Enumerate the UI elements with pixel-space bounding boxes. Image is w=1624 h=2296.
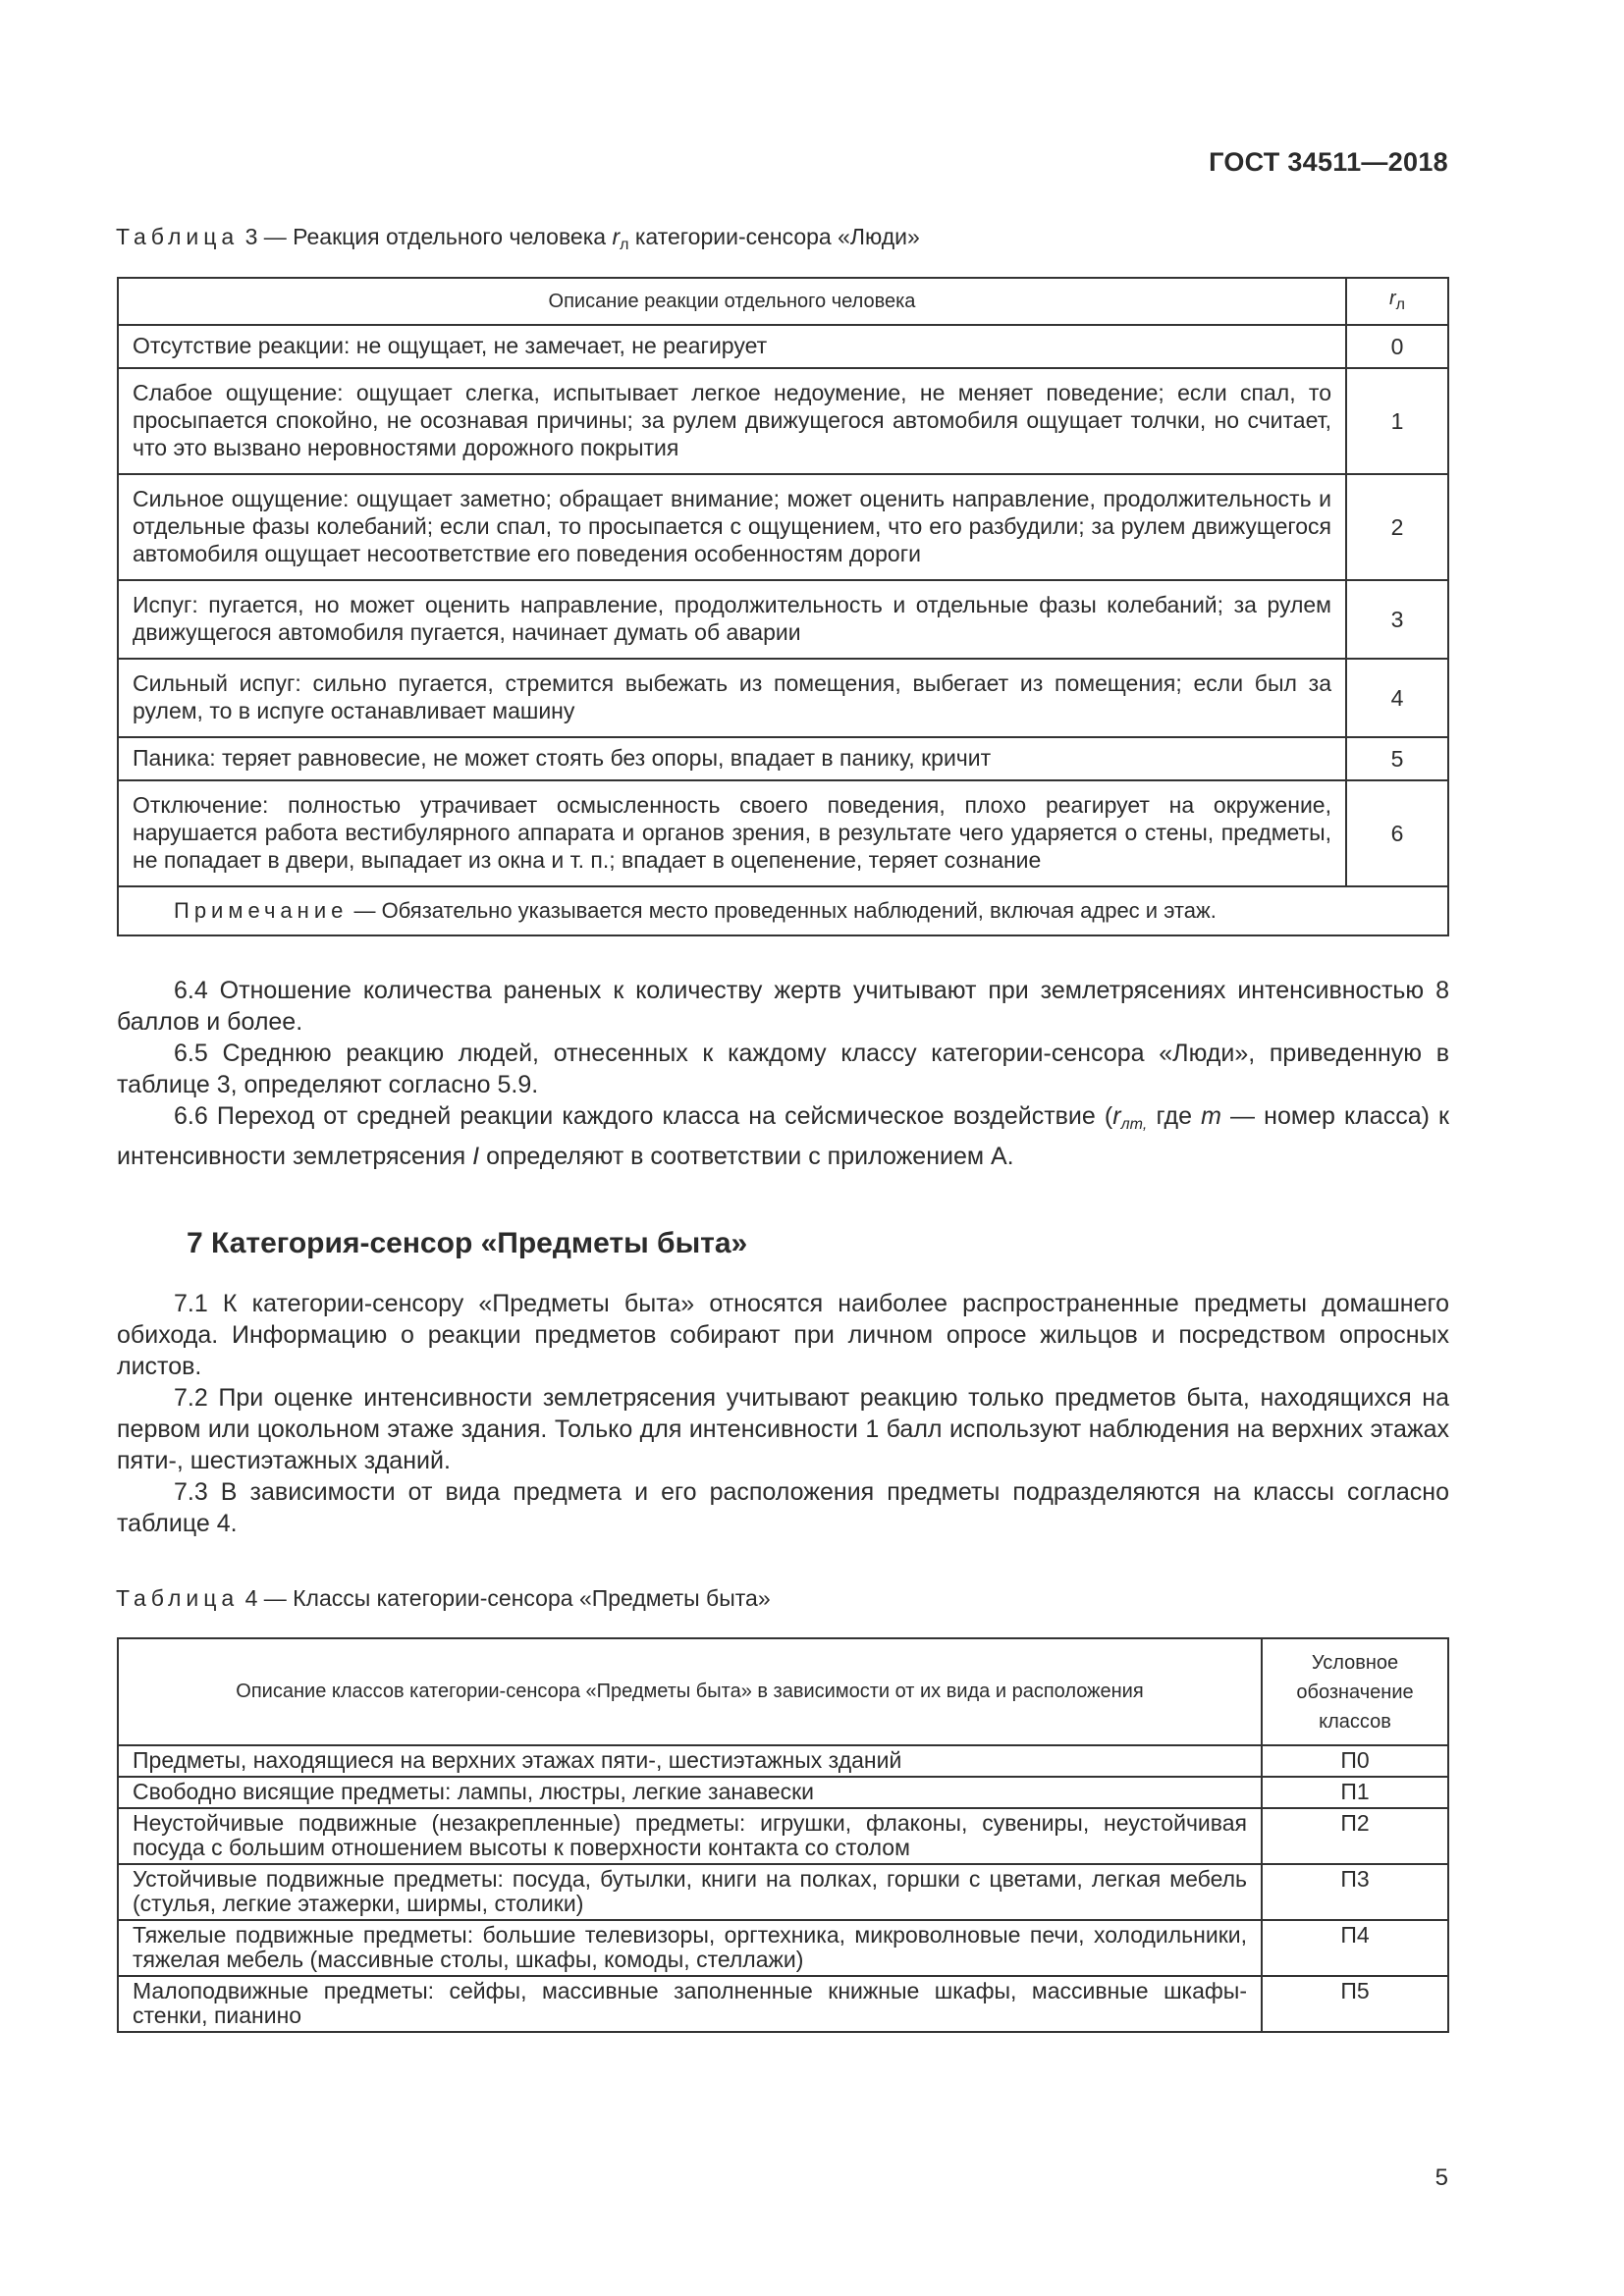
page-number: 5 xyxy=(1435,2164,1448,2191)
table4-row-desc: Свободно висящие предметы: лампы, люстры, легкие занавески xyxy=(118,1777,1262,1808)
table3-row-value: 0 xyxy=(1346,325,1448,368)
paragraph-7-2: 7.2 При оценке интенсивности землетрясения учитывают реакцию только предметов быта, находящихся на первом или цокольном этаже здания. Только для интенсивности 1 балл используют наблюдения на верхних этажах пяти-, шестиэтажных зданий. xyxy=(117,1384,1449,1474)
p66-part-b: где xyxy=(1147,1102,1202,1130)
table-row xyxy=(118,737,1448,780)
table3-row-value: 3 xyxy=(1346,580,1448,659)
table3-col-desc: Описание реакции отдельного человека xyxy=(118,278,1346,325)
table3-row-desc: Отключение: полностью утрачивает осмысленность своего поведения, плохо реагирует на окружение, нарушается работа вестибулярного аппарата и органов зрения, в результате чего ударяется о стены, предметы, не попадает в двери, выпадает из окна и т. п.; впадает в оцепенение, теряет сознание xyxy=(118,780,1346,886)
table3-row-desc: Паника: теряет равновесие, не может стоять без опоры, впадает в панику, кричит xyxy=(118,737,1346,780)
p66-sub: лm, xyxy=(1120,1116,1148,1133)
table3-row-desc: Сильное ощущение: ощущает заметно; обращает внимание; может оценить направление, продолжительность и отдельные фазы колебаний; если спал, то просыпается с ощущением, что его разбудили; за рулем движущегося автомобиля ощущает несоответствие его поведения особенностям дороги xyxy=(118,474,1346,580)
section7-title: 7 Категория-сенсор «Предметы быта» xyxy=(187,1227,748,1259)
paragraph-7-3: 7.3 В зависимости от вида предмета и его расположения предметы подразделяются на классы согласно таблице 4. xyxy=(117,1478,1449,1537)
table-row xyxy=(118,1920,1448,1976)
table4-row-code: П1 xyxy=(1262,1777,1448,1808)
section6-paragraphs xyxy=(117,975,1449,1172)
table-row xyxy=(118,1976,1448,2032)
paragraph-7-1: 7.1 К категории-сенсору «Предметы быта» относятся наиболее распространенные предметы домашнего обихода. Информацию о реакции предметов собирают при личном опросе жильцов и посредством опросных листов. xyxy=(117,1290,1449,1380)
table3-col-var-symbol: r xyxy=(1388,287,1396,309)
table4-row-desc: Предметы, находящиеся на верхних этажах пяти-, шестиэтажных зданий xyxy=(118,1745,1262,1777)
table-row xyxy=(118,474,1448,580)
table3-row-value: 4 xyxy=(1346,659,1448,737)
table3-note xyxy=(118,886,1448,935)
section7-paragraphs xyxy=(117,1288,1449,1539)
table-row xyxy=(118,1864,1448,1920)
table4-caption-prefix: Таблица xyxy=(116,1585,240,1611)
table3 xyxy=(117,277,1449,936)
table3-row-value: 6 xyxy=(1346,780,1448,886)
p66-part-c: — номер класса) к интенсивности землетрясения xyxy=(117,1102,1449,1170)
paragraph-6-5: 6.5 Среднюю реакцию людей, отнесенных к каждому классу категории-сенсора «Люди», приведенную в таблице 3, определяют согласно 5.9. xyxy=(117,1040,1449,1098)
p66-m: m xyxy=(1201,1102,1221,1130)
table-row xyxy=(118,325,1448,368)
p66-var: r xyxy=(1112,1102,1121,1130)
table3-row-value: 1 xyxy=(1346,368,1448,474)
table4-header-row xyxy=(118,1638,1448,1745)
table4-row-code: П4 xyxy=(1262,1920,1448,1976)
table4-caption-text: 4 — Классы категории-сенсора «Предметы быта» xyxy=(244,1585,771,1611)
table3-caption-text: 3 — Реакция отдельного человека xyxy=(244,224,613,249)
table-row xyxy=(118,1777,1448,1808)
table4-row-desc: Неустойчивые подвижные (незакрепленные) предметы: игрушки, флаконы, сувениры, неустойчивая посуда с большим отношением высоты к поверхности контакта со столом xyxy=(118,1808,1262,1864)
table-row xyxy=(118,780,1448,886)
table4-row-code: П2 xyxy=(1262,1808,1448,1864)
table3-row-value: 2 xyxy=(1346,474,1448,580)
table4-row-desc: Малоподвижные предметы: сейфы, массивные заполненные книжные шкафы, массивные шкафы-стенки, пианино xyxy=(118,1976,1262,2032)
table4 xyxy=(117,1637,1449,2033)
table3-caption-sub: л xyxy=(620,237,629,253)
table3-caption-prefix: Таблица xyxy=(116,224,240,249)
table4-col-desc: Описание классов категории-сенсора «Предметы быта» в зависимости от их вида и расположения xyxy=(118,1638,1262,1745)
table3-note-label: Примечание xyxy=(174,898,349,923)
table4-row-desc: Устойчивые подвижные предметы: посуда, бутылки, книги на полках, горшки с цветами, легкая мебель (стулья, легкие этажерки, ширмы, столики) xyxy=(118,1864,1262,1920)
table-row xyxy=(118,580,1448,659)
document-code: ГОСТ 34511—2018 xyxy=(1209,147,1448,177)
table3-caption xyxy=(116,224,920,254)
table-row xyxy=(118,1808,1448,1864)
table3-col-var-sub: л xyxy=(1395,295,1405,313)
p66-part-a: 6.6 Переход от средней реакции каждого класса на сейсмическое воздействие ( xyxy=(174,1102,1113,1130)
table3-row-desc: Испуг: пугается, но может оценить направление, продолжительность и отдельные фазы колебаний; за рулем движущегося автомобиля пугается, начинает думать об аварии xyxy=(118,580,1346,659)
paragraph-6-6 xyxy=(117,1100,1449,1172)
table3-note-text: — Обязательно указывается место проведенных наблюдений, включая адрес и этаж. xyxy=(348,898,1217,923)
p66-i: I xyxy=(472,1143,480,1170)
table4-col-code: Условное обозначение классов xyxy=(1262,1638,1448,1745)
table3-row-desc: Отсутствие реакции: не ощущает, не замечает, не реагирует xyxy=(118,325,1346,368)
table3-caption-suffix: категории-сенсора «Люди» xyxy=(628,224,920,249)
table3-row-desc: Слабое ощущение: ощущает слегка, испытывает легкое недоумение, не меняет поведение; если спал, то просыпается спокойно, не осознавая причины; за рулем движущегося автомобиля ощущает толчки, но считает, что это вызвано неровностями дорожного покрытия xyxy=(118,368,1346,474)
table3-col-var xyxy=(1346,278,1448,325)
table3-note-row xyxy=(118,886,1448,935)
p66-part-d: определяют в соответствии с приложением А. xyxy=(479,1143,1014,1170)
table4-row-code: П0 xyxy=(1262,1745,1448,1777)
table4-caption xyxy=(116,1585,771,1612)
table4-row-code: П5 xyxy=(1262,1976,1448,2032)
table4-row-code: П3 xyxy=(1262,1864,1448,1920)
table3-row-desc: Сильный испуг: сильно пугается, стремится выбежать из помещения, выбегает из помещения; если был за рулем, то в испуге останавливает машину xyxy=(118,659,1346,737)
table3-header-row xyxy=(118,278,1448,325)
table3-caption-var: r xyxy=(612,224,621,249)
table-row xyxy=(118,659,1448,737)
paragraph-6-4: 6.4 Отношение количества раненых к количеству жертв учитывают при землетрясениях интенсивностью 8 баллов и более. xyxy=(117,977,1449,1036)
table-row xyxy=(118,1745,1448,1777)
table4-row-desc: Тяжелые подвижные предметы: большие телевизоры, оргтехника, микроволновые печи, холодильники, тяжелая мебель (массивные столы, шкафы, комоды, стеллажи) xyxy=(118,1920,1262,1976)
table-row xyxy=(118,368,1448,474)
table3-row-value: 5 xyxy=(1346,737,1448,780)
